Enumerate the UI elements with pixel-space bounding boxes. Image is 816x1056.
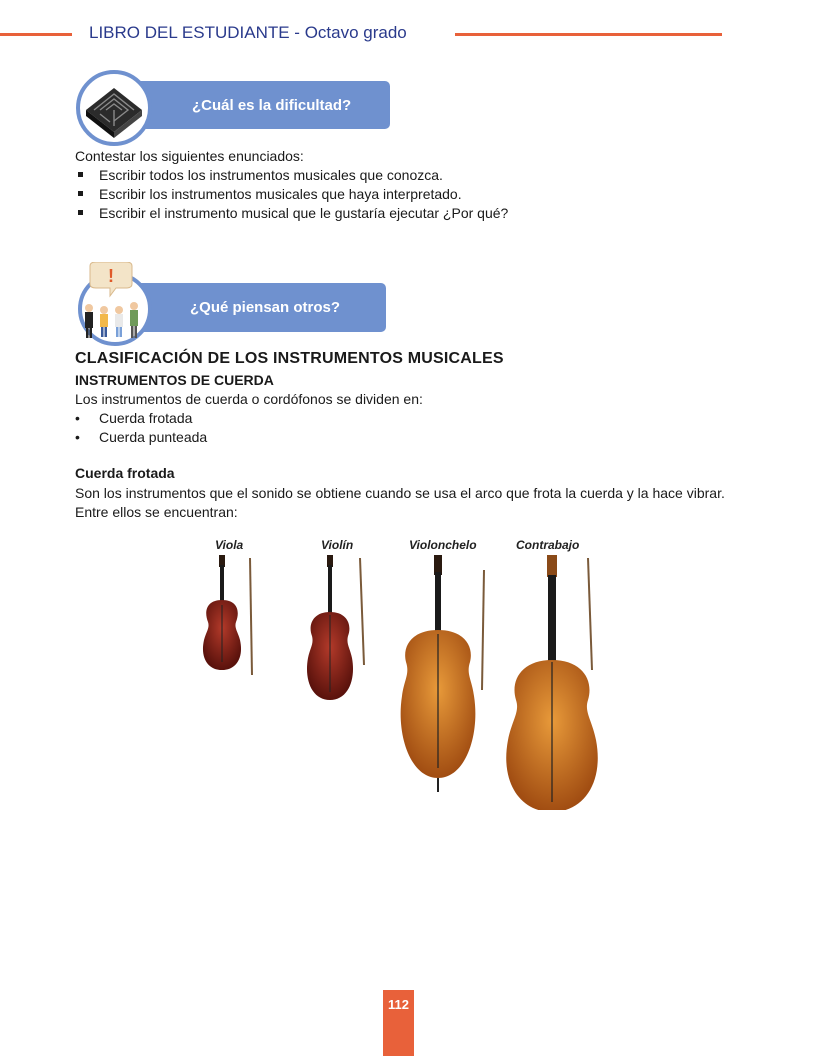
maze-badge	[76, 70, 152, 146]
others-banner	[78, 262, 386, 346]
difficulty-banner-label: ¿Cuál es la dificultad?	[192, 96, 352, 114]
classification-heading: CLASIFICACIÓN DE LOS INSTRUMENTOS MUSICALES	[75, 350, 504, 367]
header-rule-right	[455, 33, 722, 36]
instrument-label-double-bass: Contrabajo	[516, 538, 580, 552]
viola-image	[203, 555, 252, 675]
double-bass-image	[506, 555, 598, 810]
people-icon	[80, 262, 150, 346]
section1-intro: Contestar los siguientes enunciados:	[75, 148, 304, 164]
bowed-strings-title: Cuerda frotada	[75, 465, 175, 481]
instrument-label-cello: Violonchelo	[409, 538, 477, 552]
section2-list	[75, 409, 207, 447]
section2-intro: Los instrumentos de cuerda o cordófonos se dividen en:	[75, 391, 423, 407]
list-item: • Cuerda punteada	[75, 428, 207, 447]
cello-image	[401, 555, 484, 792]
instrument-label-viola: Viola	[215, 538, 244, 552]
exclamation-mark: !	[108, 266, 114, 286]
maze-icon	[80, 74, 148, 142]
list-item: • Cuerda frotada	[75, 409, 207, 428]
violin-image	[307, 555, 364, 700]
others-banner-label: ¿Qué piensan otros?	[190, 299, 341, 316]
page-header-title: LIBRO DEL ESTUDIANTE - Octavo grado	[89, 23, 407, 42]
page-number: 112	[383, 990, 414, 1056]
list-item: Escribir el instrumento musical que le gustaría ejecutar ¿Por qué?	[75, 204, 715, 223]
instruments-illustration	[190, 550, 610, 810]
difficulty-banner	[76, 70, 390, 140]
difficulty-banner-bar	[112, 81, 390, 129]
list-item: Escribir los instrumentos musicales que haya interpretado.	[75, 185, 715, 204]
bowed-strings-paragraph: Son los instrumentos que el sonido se obtiene cuando se usa el arco que frota la cuerda y la hace vibrar. Entre ellos se encuentran:	[75, 485, 725, 520]
instrument-label-violin: Violín	[321, 538, 354, 552]
list-item: Escribir todos los instrumentos musicales que conozca.	[75, 166, 715, 185]
section1-list	[75, 166, 715, 223]
header-rule-left	[0, 33, 72, 36]
string-instruments-subheading: INSTRUMENTOS DE CUERDA	[75, 372, 274, 388]
others-banner-bar	[114, 283, 386, 332]
